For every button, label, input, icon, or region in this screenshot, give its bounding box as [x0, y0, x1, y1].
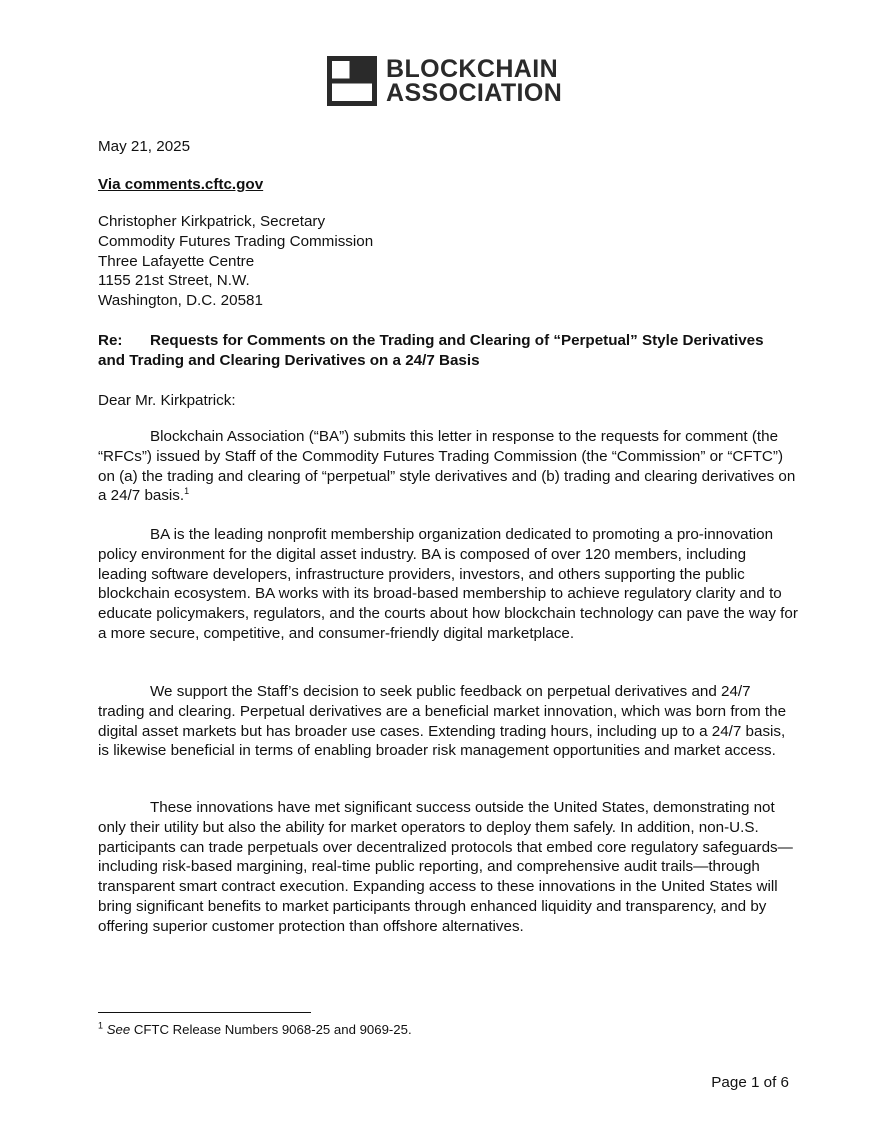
- address-line: Commodity Futures Trading Commission: [98, 232, 374, 250]
- subject-line: [98, 331, 798, 371]
- address-line: Three Lafayette Centre: [98, 252, 255, 270]
- footnote-see: See: [106, 1022, 131, 1037]
- address-line: Washington, D.C. 20581: [98, 292, 263, 310]
- address-line: 1155 21st Street, N.W.: [98, 272, 250, 290]
- recipient-address: [98, 212, 798, 311]
- body-paragraph-4: These innovations have met significant success outside the United States, demonstrating not only their utility but also the ability for market operators to deploy them safely. In addition, non-U.S. participants can trade perpetuals over decentralized protocols that embed core regulatory safeguards—including risk-based margining, real-time public reporting, and comprehensive audit trails—through transparent smart contract execution. Expanding access to these innovations in the United States will bring significant benefits to market participants through enhanced liquidity and transparency, and by offering superior customer protection than offshore alternatives.: [98, 799, 793, 935]
- re-text-line-1: Requests for Comments on the Trading and Clearing of “Perpetual” Style Derivatives: [150, 332, 764, 349]
- body-paragraph-2: BA is the leading nonprofit membership organization dedicated to promoting a pro-innovation policy environment for the digital asset industry. BA is composed of over 120 members, including leading software developers, infrastructure providers, investors, and others supporting the public blockchain ecosystem. BA works with its broad-based membership to achieve regulatory clarity and to educate policymakers, regulators, and the courts about how blockchain technology can pave the way for a more secure, competitive, and consumer-friendly digital marketplace.: [98, 526, 798, 642]
- blockchain-association-logo: [327, 56, 562, 106]
- footnote: [98, 1021, 798, 1038]
- paragraph-text: Blockchain Association (“BA”) submits this letter in response to the requests for comment (the “RFCs”) issued by Staff of the Commodity Futures Trading Commission (the “Commission” or “CFTC”) on (a) the trading and clearing of “perpetual” style derivatives and (b) trading and clearing derivatives on a 24/7 basis.: [98, 428, 796, 505]
- body-paragraph-3: We support the Staff’s decision to seek public feedback on perpetual derivatives and 24/7 trading and clearing. Perpetual derivatives are a beneficial market innovation, which was born from the digital asset markets but has broader use cases. Extending trading hours, including up to a 24/7 basis, is likewise beneficial in terms of enabling broader risk management opportunities and market access.: [98, 683, 787, 760]
- salutation: Dear Mr. Kirkpatrick:: [98, 392, 236, 409]
- footnote-number: 1: [98, 1020, 104, 1031]
- re-text-line-2: and Trading and Clearing Derivatives on a 24/7 Basis: [98, 351, 480, 369]
- body-paragraph-1: [98, 427, 798, 506]
- page-number: Page 1 of 6: [711, 1074, 789, 1091]
- footnote-marker: 1: [184, 486, 190, 497]
- footnote-divider: [98, 1012, 311, 1013]
- logo-line-1: BLOCKCHAIN: [386, 55, 559, 83]
- logo-line-2: ASSOCIATION: [386, 79, 563, 107]
- re-label: Re:: [98, 332, 123, 349]
- address-line: Christopher Kirkpatrick, Secretary: [98, 213, 326, 230]
- logo-wordmark: [386, 57, 562, 105]
- letter-date: May 21, 2025: [98, 138, 191, 155]
- footnote-text: CFTC Release Numbers 9068-25 and 9069-25.: [130, 1022, 412, 1037]
- logo-mark-icon: [327, 56, 377, 106]
- submission-via: Via comments.cftc.gov: [98, 176, 264, 193]
